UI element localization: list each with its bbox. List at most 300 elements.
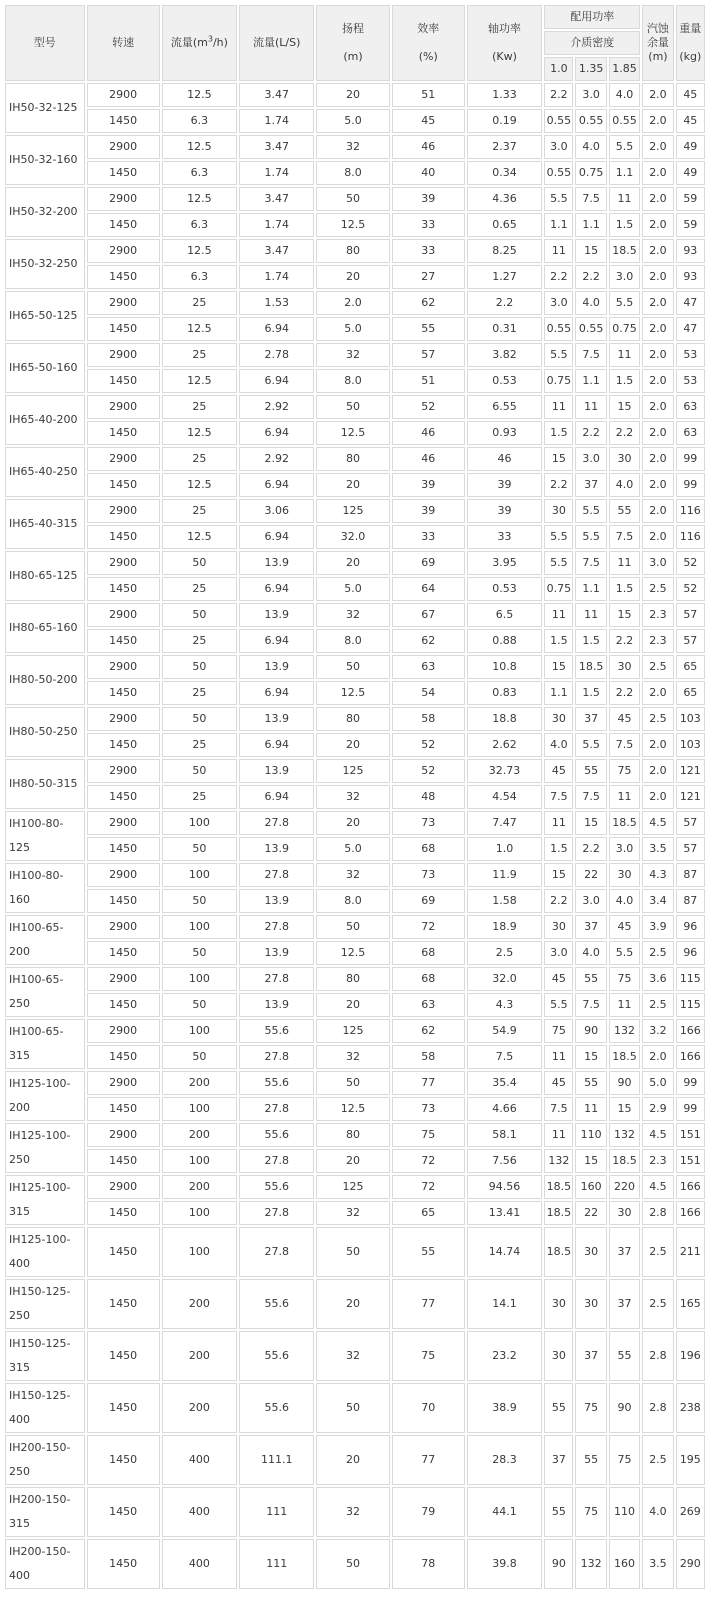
cell-power-d2: 4.0: [575, 291, 606, 315]
cell-flow-ls: 55.6: [239, 1071, 314, 1095]
cell-shaft-power: 2.37: [467, 135, 542, 159]
cell-flow-ls: 6.94: [239, 733, 314, 757]
cell-power-d3: 18.5: [609, 1149, 640, 1173]
cell-flow-ls: 13.9: [239, 551, 314, 575]
cell-speed: 2900: [87, 135, 160, 159]
cell-power-d1: 2.2: [544, 265, 573, 289]
cell-head: 32: [316, 603, 389, 627]
cell-npsh: 4.0: [642, 1487, 673, 1537]
cell-flow-m3h: 25: [162, 681, 237, 705]
cell-flow-m3h: 12.5: [162, 369, 237, 393]
model-text-line: 250: [9, 997, 30, 1010]
cell-weight: 63: [676, 421, 705, 445]
cell-flow-ls: 27.8: [239, 915, 314, 939]
cell-head: 20: [316, 1279, 389, 1329]
model-text-line: IH80-65-160: [9, 621, 78, 634]
cell-weight: 115: [676, 993, 705, 1017]
cell-flow-ls: 13.9: [239, 759, 314, 783]
cell-power-d2: 55: [575, 759, 606, 783]
cell-flow-m3h: 25: [162, 499, 237, 523]
cell-flow-m3h: 25: [162, 291, 237, 315]
cell-flow-ls: 3.47: [239, 187, 314, 211]
cell-flow-m3h: 400: [162, 1435, 237, 1485]
cell-shaft-power: 0.34: [467, 161, 542, 185]
cell-shaft-power: 4.54: [467, 785, 542, 809]
model-text-line: 315: [9, 1049, 30, 1062]
cell-head: 32: [316, 1487, 389, 1537]
cell-flow-m3h: 12.5: [162, 473, 237, 497]
model-text-line: IH100-65-: [9, 1025, 64, 1038]
table-row: [5, 811, 705, 835]
cell-flow-ls: 6.94: [239, 525, 314, 549]
cell-power-d3: 55: [609, 499, 640, 523]
cell-speed: 2900: [87, 603, 160, 627]
cell-weight: 99: [676, 1071, 705, 1095]
cell-npsh: 2.8: [642, 1201, 673, 1225]
model-text-line: 315: [9, 1361, 30, 1374]
cell-model: [5, 759, 85, 809]
cell-flow-ls: 27.8: [239, 1045, 314, 1069]
cell-efficiency: 70: [392, 1383, 465, 1433]
cell-weight: 52: [676, 551, 705, 575]
cell-shaft-power: 1.27: [467, 265, 542, 289]
cell-power-d3: 75: [609, 759, 640, 783]
table-row: [5, 1123, 705, 1147]
cell-flow-m3h: 100: [162, 1149, 237, 1173]
cell-speed: 1450: [87, 213, 160, 237]
cell-shaft-power: 58.1: [467, 1123, 542, 1147]
table-row: [5, 629, 705, 653]
cell-efficiency: 54: [392, 681, 465, 705]
cell-model: [5, 1175, 85, 1225]
cell-weight: 166: [676, 1175, 705, 1199]
cell-power-d2: 110: [575, 1123, 606, 1147]
cell-head: 12.5: [316, 421, 389, 445]
cell-efficiency: 69: [392, 889, 465, 913]
cell-power-d3: 45: [609, 707, 640, 731]
cell-speed: 2900: [87, 395, 160, 419]
cell-flow-m3h: 25: [162, 785, 237, 809]
cell-flow-ls: 27.8: [239, 863, 314, 887]
model-text-line: IH200-150-: [9, 1493, 71, 1506]
cell-efficiency: 52: [392, 395, 465, 419]
cell-power-d2: 55: [575, 967, 606, 991]
table-row: [5, 1435, 705, 1485]
model-text-line: 250: [9, 1153, 30, 1166]
cell-flow-m3h: 12.5: [162, 317, 237, 341]
cell-power-d2: 1.1: [575, 577, 606, 601]
model-text-line: IH150-125-: [9, 1389, 71, 1402]
cell-weight: 87: [676, 863, 705, 887]
cell-shaft-power: 54.9: [467, 1019, 542, 1043]
cell-flow-ls: 111: [239, 1487, 314, 1537]
cell-flow-m3h: 200: [162, 1123, 237, 1147]
pump-spec-table: [3, 3, 707, 1591]
cell-power-d2: 5.5: [575, 499, 606, 523]
table-row: [5, 187, 705, 211]
cell-power-d3: 3.0: [609, 265, 640, 289]
cell-power-d3: 1.5: [609, 577, 640, 601]
cell-npsh: 2.3: [642, 603, 673, 627]
table-row: [5, 395, 705, 419]
cell-weight: 65: [676, 655, 705, 679]
cell-flow-ls: 55.6: [239, 1019, 314, 1043]
cell-shaft-power: 4.3: [467, 993, 542, 1017]
table-row: [5, 707, 705, 731]
cell-weight: 196: [676, 1331, 705, 1381]
cell-npsh: 2.3: [642, 629, 673, 653]
cell-flow-ls: 111.1: [239, 1435, 314, 1485]
cell-speed: 2900: [87, 1019, 160, 1043]
cell-power-d3: 11: [609, 551, 640, 575]
cell-head: 2.0: [316, 291, 389, 315]
table-row: [5, 1097, 705, 1121]
cell-model: [5, 1279, 85, 1329]
header-speed: 转速: [87, 5, 160, 81]
model-text-line: 125: [9, 841, 30, 854]
cell-weight: 151: [676, 1123, 705, 1147]
cell-npsh: 2.0: [642, 161, 673, 185]
cell-power-d2: 75: [575, 1383, 606, 1433]
cell-flow-m3h: 50: [162, 603, 237, 627]
cell-weight: 45: [676, 109, 705, 133]
cell-speed: 1450: [87, 1149, 160, 1173]
cell-head: 125: [316, 759, 389, 783]
cell-flow-m3h: 25: [162, 629, 237, 653]
cell-power-d1: 3.0: [544, 291, 573, 315]
cell-flow-ls: 13.9: [239, 707, 314, 731]
table-row: [5, 369, 705, 393]
model-text-line: IH50-32-160: [9, 153, 78, 166]
cell-speed: 1450: [87, 1487, 160, 1537]
cell-power-d1: 75: [544, 1019, 573, 1043]
cell-speed: 1450: [87, 837, 160, 861]
model-text-line: IH200-150-: [9, 1545, 71, 1558]
cell-power-d3: 132: [609, 1019, 640, 1043]
cell-flow-ls: 1.74: [239, 265, 314, 289]
cell-power-d3: 55: [609, 1331, 640, 1381]
cell-head: 20: [316, 551, 389, 575]
cell-power-d3: 4.0: [609, 473, 640, 497]
cell-flow-m3h: 25: [162, 343, 237, 367]
cell-efficiency: 46: [392, 135, 465, 159]
cell-efficiency: 46: [392, 421, 465, 445]
table-row: [5, 655, 705, 679]
cell-speed: 1450: [87, 1097, 160, 1121]
cell-efficiency: 67: [392, 603, 465, 627]
model-text-line: 315: [9, 1205, 30, 1218]
cell-efficiency: 77: [392, 1435, 465, 1485]
cell-efficiency: 52: [392, 759, 465, 783]
cell-npsh: 2.0: [642, 421, 673, 445]
cell-weight: 63: [676, 395, 705, 419]
cell-shaft-power: 1.33: [467, 83, 542, 107]
table-row: [5, 1201, 705, 1225]
cell-flow-ls: 27.8: [239, 967, 314, 991]
cell-shaft-power: 0.88: [467, 629, 542, 653]
cell-efficiency: 39: [392, 499, 465, 523]
cell-speed: 2900: [87, 863, 160, 887]
cell-power-d2: 90: [575, 1019, 606, 1043]
cell-power-d1: 1.5: [544, 629, 573, 653]
cell-speed: 1450: [87, 941, 160, 965]
cell-speed: 2900: [87, 759, 160, 783]
cell-flow-ls: 1.74: [239, 109, 314, 133]
cell-flow-ls: 13.9: [239, 889, 314, 913]
cell-speed: 1450: [87, 161, 160, 185]
cell-power-d1: 30: [544, 1331, 573, 1381]
cell-power-d3: 15: [609, 1097, 640, 1121]
cell-flow-ls: 6.94: [239, 421, 314, 445]
cell-speed: 2900: [87, 1071, 160, 1095]
cell-weight: 57: [676, 603, 705, 627]
cell-flow-m3h: 50: [162, 889, 237, 913]
cell-flow-ls: 27.8: [239, 1201, 314, 1225]
cell-weight: 47: [676, 291, 705, 315]
cell-head: 20: [316, 733, 389, 757]
table-row: [5, 213, 705, 237]
cell-shaft-power: 7.5: [467, 1045, 542, 1069]
table-row: [5, 993, 705, 1017]
cell-power-d2: 18.5: [575, 655, 606, 679]
cell-flow-m3h: 200: [162, 1175, 237, 1199]
cell-power-d2: 1.1: [575, 369, 606, 393]
cell-head: 50: [316, 1227, 389, 1277]
cell-flow-ls: 6.94: [239, 317, 314, 341]
cell-shaft-power: 0.31: [467, 317, 542, 341]
cell-power-d2: 15: [575, 239, 606, 263]
cell-head: 32: [316, 785, 389, 809]
model-text-line: IH125-100-: [9, 1233, 71, 1246]
model-text-line: 200: [9, 945, 30, 958]
cell-flow-m3h: 6.3: [162, 161, 237, 185]
cell-power-d1: 18.5: [544, 1201, 573, 1225]
cell-power-d1: 45: [544, 967, 573, 991]
cell-speed: 1450: [87, 525, 160, 549]
table-row: [5, 785, 705, 809]
cell-power-d1: 7.5: [544, 1097, 573, 1121]
table-row: [5, 291, 705, 315]
header-density-2: 1.35: [575, 57, 606, 81]
cell-power-d2: 0.55: [575, 317, 606, 341]
cell-power-d1: 15: [544, 655, 573, 679]
cell-power-d3: 7.5: [609, 525, 640, 549]
cell-flow-m3h: 200: [162, 1331, 237, 1381]
cell-flow-ls: 27.8: [239, 811, 314, 835]
cell-shaft-power: 32.0: [467, 967, 542, 991]
cell-npsh: 2.0: [642, 733, 673, 757]
cell-flow-m3h: 100: [162, 1227, 237, 1277]
cell-model: [5, 83, 85, 133]
cell-efficiency: 75: [392, 1123, 465, 1147]
cell-head: 50: [316, 1071, 389, 1095]
table-row: [5, 499, 705, 523]
cell-shaft-power: 39: [467, 473, 542, 497]
cell-shaft-power: 35.4: [467, 1071, 542, 1095]
cell-power-d1: 3.0: [544, 135, 573, 159]
cell-flow-m3h: 100: [162, 1097, 237, 1121]
cell-power-d1: 7.5: [544, 785, 573, 809]
table-row: [5, 1149, 705, 1173]
cell-power-d1: 11: [544, 603, 573, 627]
cell-flow-m3h: 100: [162, 863, 237, 887]
cell-flow-m3h: 50: [162, 655, 237, 679]
cell-flow-m3h: 12.5: [162, 187, 237, 211]
cell-npsh: 3.5: [642, 1539, 673, 1589]
cell-power-d2: 3.0: [575, 447, 606, 471]
cell-head: 32: [316, 1331, 389, 1381]
cell-efficiency: 46: [392, 447, 465, 471]
cell-flow-m3h: 50: [162, 837, 237, 861]
cell-power-d3: 1.1: [609, 161, 640, 185]
cell-flow-ls: 55.6: [239, 1383, 314, 1433]
table-row: [5, 1279, 705, 1329]
cell-weight: 47: [676, 317, 705, 341]
cell-model: [5, 551, 85, 601]
cell-efficiency: 79: [392, 1487, 465, 1537]
cell-power-d2: 1.5: [575, 629, 606, 653]
model-text-line: IH125-100-: [9, 1077, 71, 1090]
cell-flow-m3h: 25: [162, 733, 237, 757]
cell-flow-m3h: 25: [162, 447, 237, 471]
cell-speed: 2900: [87, 291, 160, 315]
cell-npsh: 2.0: [642, 213, 673, 237]
cell-shaft-power: 18.9: [467, 915, 542, 939]
cell-flow-ls: 1.74: [239, 161, 314, 185]
cell-weight: 151: [676, 1149, 705, 1173]
cell-weight: 99: [676, 473, 705, 497]
table-row: [5, 551, 705, 575]
cell-weight: 115: [676, 967, 705, 991]
cell-efficiency: 65: [392, 1201, 465, 1225]
cell-power-d2: 5.5: [575, 733, 606, 757]
cell-shaft-power: 32.73: [467, 759, 542, 783]
model-text-line: 250: [9, 1465, 30, 1478]
cell-npsh: 4.5: [642, 1175, 673, 1199]
cell-power-d1: 5.5: [544, 525, 573, 549]
cell-speed: 2900: [87, 1123, 160, 1147]
cell-npsh: 2.0: [642, 317, 673, 341]
cell-speed: 1450: [87, 109, 160, 133]
cell-model: [5, 239, 85, 289]
cell-weight: 57: [676, 837, 705, 861]
cell-power-d3: 30: [609, 447, 640, 471]
cell-speed: 1450: [87, 473, 160, 497]
cell-flow-ls: 6.94: [239, 473, 314, 497]
cell-head: 50: [316, 1383, 389, 1433]
cell-weight: 165: [676, 1279, 705, 1329]
cell-head: 5.0: [316, 317, 389, 341]
cell-flow-ls: 13.9: [239, 941, 314, 965]
cell-flow-ls: 13.9: [239, 655, 314, 679]
cell-power-d2: 5.5: [575, 525, 606, 549]
header-model: 型号: [5, 5, 85, 81]
cell-power-d2: 37: [575, 1331, 606, 1381]
table-row: [5, 915, 705, 939]
cell-power-d1: 4.0: [544, 733, 573, 757]
cell-npsh: 3.0: [642, 551, 673, 575]
cell-weight: 53: [676, 369, 705, 393]
cell-power-d1: 30: [544, 915, 573, 939]
model-text-line: IH50-32-200: [9, 205, 78, 218]
cell-model: [5, 1227, 85, 1277]
cell-speed: 1450: [87, 1435, 160, 1485]
cell-power-d1: 45: [544, 759, 573, 783]
header-matched-power: 配用功率: [544, 5, 640, 29]
cell-head: 50: [316, 187, 389, 211]
cell-shaft-power: 46: [467, 447, 542, 471]
cell-power-d3: 110: [609, 1487, 640, 1537]
cell-npsh: 2.5: [642, 993, 673, 1017]
cell-head: 20: [316, 1435, 389, 1485]
cell-npsh: 2.0: [642, 239, 673, 263]
cell-speed: 1450: [87, 733, 160, 757]
cell-shaft-power: 23.2: [467, 1331, 542, 1381]
model-text-line: 315: [9, 1517, 30, 1530]
cell-power-d2: 4.0: [575, 135, 606, 159]
cell-power-d3: 37: [609, 1279, 640, 1329]
cell-speed: 2900: [87, 967, 160, 991]
cell-npsh: 3.5: [642, 837, 673, 861]
cell-power-d1: 0.55: [544, 317, 573, 341]
cell-npsh: 2.5: [642, 577, 673, 601]
cell-speed: 2900: [87, 1175, 160, 1199]
cell-shaft-power: 33: [467, 525, 542, 549]
table-row: [5, 1227, 705, 1277]
table-body: [5, 83, 705, 1589]
cell-shaft-power: 4.66: [467, 1097, 542, 1121]
cell-weight: 166: [676, 1201, 705, 1225]
cell-shaft-power: 0.53: [467, 369, 542, 393]
cell-head: 32.0: [316, 525, 389, 549]
model-text-line: 400: [9, 1413, 30, 1426]
model-text-line: IH65-50-125: [9, 309, 78, 322]
cell-power-d1: 11: [544, 1045, 573, 1069]
cell-npsh: 2.0: [642, 343, 673, 367]
cell-flow-m3h: 12.5: [162, 83, 237, 107]
cell-model: [5, 1435, 85, 1485]
cell-shaft-power: 39.8: [467, 1539, 542, 1589]
cell-speed: 2900: [87, 551, 160, 575]
cell-power-d1: 30: [544, 1279, 573, 1329]
cell-npsh: 2.0: [642, 187, 673, 211]
cell-weight: 99: [676, 1097, 705, 1121]
table-row: [5, 577, 705, 601]
cell-speed: 1450: [87, 785, 160, 809]
cell-power-d2: 15: [575, 811, 606, 835]
header-head: 扬程 (m): [316, 5, 389, 81]
model-text-line: IH100-65-: [9, 973, 64, 986]
cell-shaft-power: 18.8: [467, 707, 542, 731]
cell-power-d3: 11: [609, 785, 640, 809]
cell-power-d3: 75: [609, 1435, 640, 1485]
cell-head: 20: [316, 473, 389, 497]
cell-efficiency: 73: [392, 1097, 465, 1121]
table-row: [5, 837, 705, 861]
cell-weight: 45: [676, 83, 705, 107]
cell-flow-m3h: 50: [162, 551, 237, 575]
cell-npsh: 2.5: [642, 1435, 673, 1485]
cell-flow-m3h: 25: [162, 395, 237, 419]
cell-flow-m3h: 200: [162, 1071, 237, 1095]
cell-power-d2: 30: [575, 1227, 606, 1277]
cell-flow-m3h: 12.5: [162, 135, 237, 159]
cell-speed: 2900: [87, 811, 160, 835]
cell-weight: 290: [676, 1539, 705, 1589]
table-row: [5, 83, 705, 107]
cell-power-d2: 55: [575, 1435, 606, 1485]
table-row: [5, 1539, 705, 1589]
